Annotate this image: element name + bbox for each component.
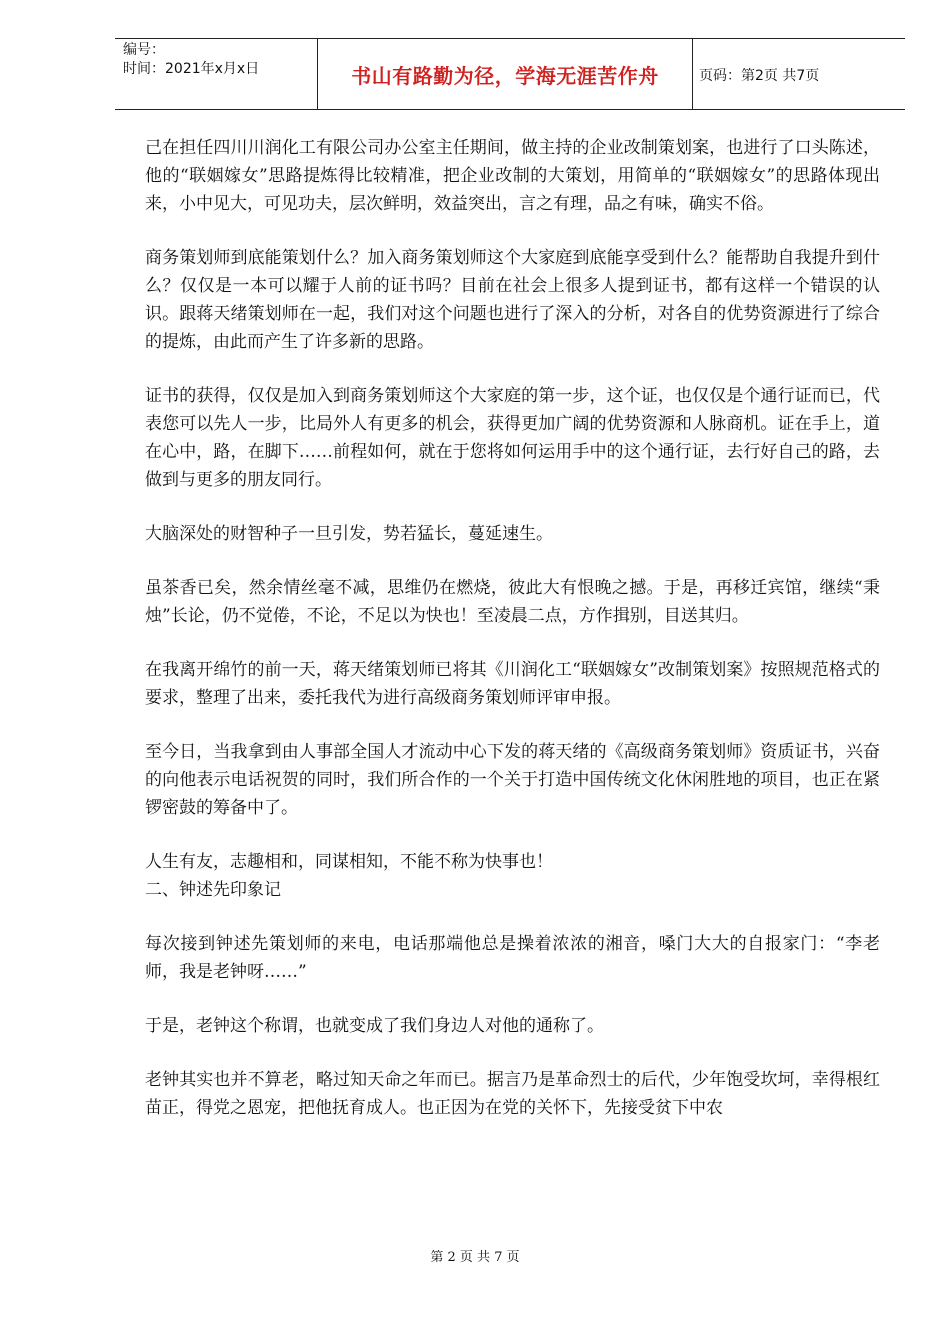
paragraph: 于是，老钟这个称谓，也就变成了我们身边人对他的通称了。 <box>145 1016 604 1036</box>
document-time-label: 时间：2021年x月x日 <box>123 61 260 77</box>
paragraph: 己在担任四川川润化工有限公司办公室主任期间，做主持的企业改制策划案，也进行了口头陈述，他的“联姻嫁女”思路提炼得比较精准，把企业改制的大策划，用简单的“联姻嫁女”的思路体现出来，小中见大，可见功夫，层次鲜明，效益突出，言之有理，品之有味，确实不俗。 <box>145 138 880 214</box>
page-footer: 第 2 页 共 7 页 <box>430 1250 520 1265</box>
paragraph: 老钟其实也并不算老，略过知天命之年而已。据言乃是革命烈士的后代，少年饱受坎坷，幸得根红苗正，得党之恩宠，把他抚育成人。也正因为在党的关怀下，先接受贫下中农 <box>145 1070 880 1118</box>
header-page-info: 页码：第2页 共7页 <box>699 68 820 84</box>
paragraph: 人生有友，志趣相和，同谋相知，不能不称为快事也！ <box>145 852 553 872</box>
paragraph: 大脑深处的财智种子一旦引发，势若猛长，蔓延速生。 <box>145 524 553 544</box>
paragraph: 每次接到钟述先策划师的来电，电话那端他总是操着浓浓的湘音，嗓门大大的自报家门：“李老师，我是老钟呀……” <box>145 934 880 982</box>
document-body <box>145 134 880 1148</box>
section-heading: 二、钟述先印象记 <box>145 880 281 900</box>
paragraph: 在我离开绵竹的前一天，蒋天绪策划师已将其《川润化工“联姻嫁女”改制策划案》按照规范格式的要求，整理了出来，委托我代为进行高级商务策划师评审申报。 <box>145 660 880 708</box>
paragraph: 虽茶香已矣，然余情丝毫不减，思维仍在燃烧，彼此大有恨晚之撼。于是，再移迁宾馆，继续“秉烛”长论，仍不觉倦，不论，不足以为快也！至凌晨二点，方作揖别，目送其归。 <box>145 578 880 626</box>
header-motto: 书山有路勤为径，学海无涯苦作舟 <box>317 39 693 109</box>
paragraph: 证书的获得，仅仅是加入到商务策划师这个大家庭的第一步，这个证，也仅仅是个通行证而已，代表您可以先人一步，比局外人有更多的机会，获得更加广阔的优势资源和人脉商机。证在手上，道在心中，路，在脚下……前程如何，就在于您将如何运用手中的这个通行证，去行好自己的路，去做到与更多的朋友同行。 <box>145 386 880 490</box>
paragraph: 至今日，当我拿到由人事部全国人才流动中心下发的蒋天绪的《高级商务策划师》资质证书，兴奋的向他表示电话祝贺的同时，我们所合作的一个关于打造中国传统文化休闲胜地的项目，也正在紧锣密鼓的筹备中了。 <box>145 742 880 818</box>
page-header <box>115 38 905 110</box>
header-meta <box>123 41 259 79</box>
document-number-label: 编号： <box>123 42 165 58</box>
paragraph: 商务策划师到底能策划什么？加入商务策划师这个大家庭到底能享受到什么？能帮助自我提升到什么？仅仅是一本可以耀于人前的证书吗？目前在社会上很多人提到证书，都有这样一个错误的认识。跟蒋天绪策划师在一起，我们对这个问题也进行了深入的分析，对各自的优势资源进行了综合的提炼，由此而产生了许多新的思路。 <box>145 248 880 352</box>
